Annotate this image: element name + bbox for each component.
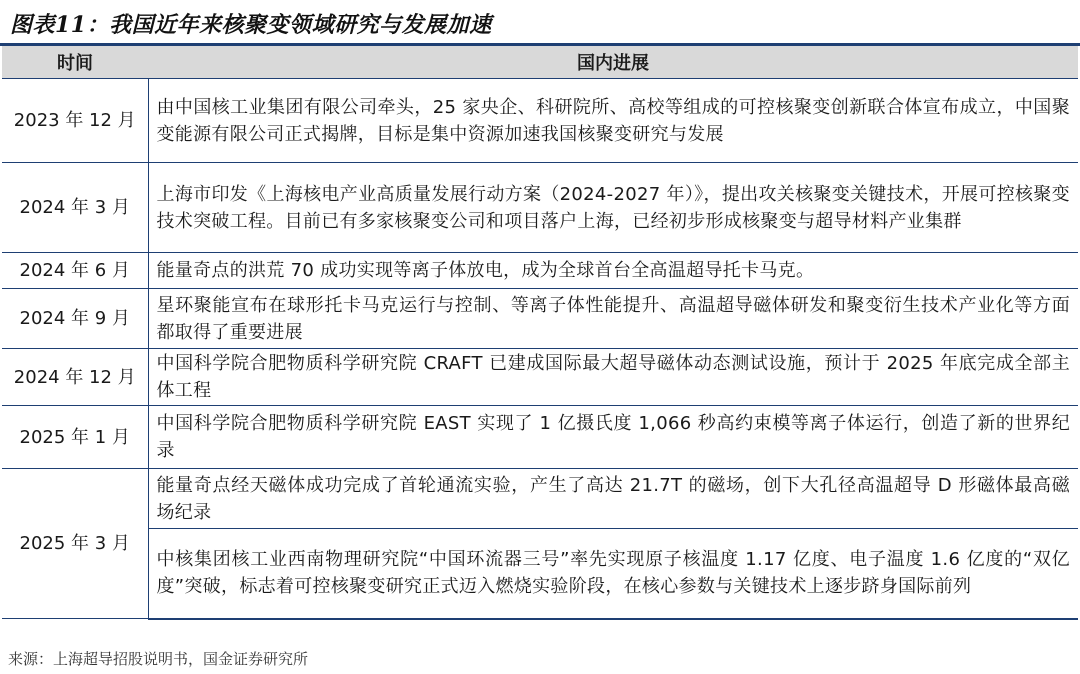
row-date: 2023 年 12 月 [2,79,148,163]
row-date: 2024 年 9 月 [2,289,148,349]
row-date: 2024 年 6 月 [2,253,148,289]
source-note: 来源：上海超导招股说明书，国金证券研究所 [8,650,309,668]
row-description: 能量奇点的洪荒 70 成功实现等离子体放电，成为全球首台全高温超导托卡马克。 [148,253,1078,289]
header-time: 时间 [2,46,148,79]
row-date: 2025 年 3 月 [2,469,148,619]
table-header-row [2,46,1078,79]
table-row [2,253,1078,289]
header-progress: 国内进展 [148,46,1078,79]
row-description: 由中国核工业集团有限公司牵头，25 家央企、科研院所、高校等组成的可控核聚变创新联合体宣布成立，中国聚变能源有限公司正式揭牌，目标是集中资源加速我国核聚变研究与发展 [148,79,1078,163]
row-description: 中核集团核工业西南物理研究院“中国环流器三号”率先实现原子核温度 1.17 亿度、电子温度 1.6 亿度的“双亿度”突破，标志着可控核聚变研究正式迈入燃烧实验阶段，在核心参数与关键技术上逐步跻身国际前列 [148,529,1078,619]
table-row [2,349,1078,406]
row-description: 星环聚能宣布在球形托卡马克运行与控制、等离子体性能提升、高温超导磁体研发和聚变衍生技术产业化等方面都取得了重要进展 [148,289,1078,349]
table-row [2,289,1078,349]
table-row [2,529,1078,619]
row-description: 中国科学院合肥物质科学研究院 CRAFT 已建成国际最大超导磁体动态测试设施，预计于 2025 年底完成全部主体工程 [148,349,1078,406]
row-description: 上海市印发《上海核电产业高质量发展行动方案（2024-2027 年）》，提出攻关核聚变关键技术，开展可控核聚变技术突破工程。目前已有多家核聚变公司和项目落户上海，已经初步形成核聚变与超导材料产业集群 [148,163,1078,253]
row-description: 中国科学院合肥物质科学研究院 EAST 实现了 1 亿摄氏度 1,066 秒高约束模等离子体运行，创造了新的世界纪录 [148,406,1078,469]
row-date: 2024 年 12 月 [2,349,148,406]
table-row [2,79,1078,163]
row-date: 2025 年 1 月 [2,406,148,469]
table-row [2,406,1078,469]
table-row [2,163,1078,253]
row-date: 2024 年 3 月 [2,163,148,253]
row-description: 能量奇点经天磁体成功完成了首轮通流实验，产生了高达 21.7T 的磁场，创下大孔径高温超导 D 形磁体最高磁场纪录 [148,469,1078,529]
progress-table [2,46,1078,620]
table-row [2,469,1078,529]
figure-title: 图表11：我国近年来核聚变领域研究与发展加速 [10,12,492,38]
